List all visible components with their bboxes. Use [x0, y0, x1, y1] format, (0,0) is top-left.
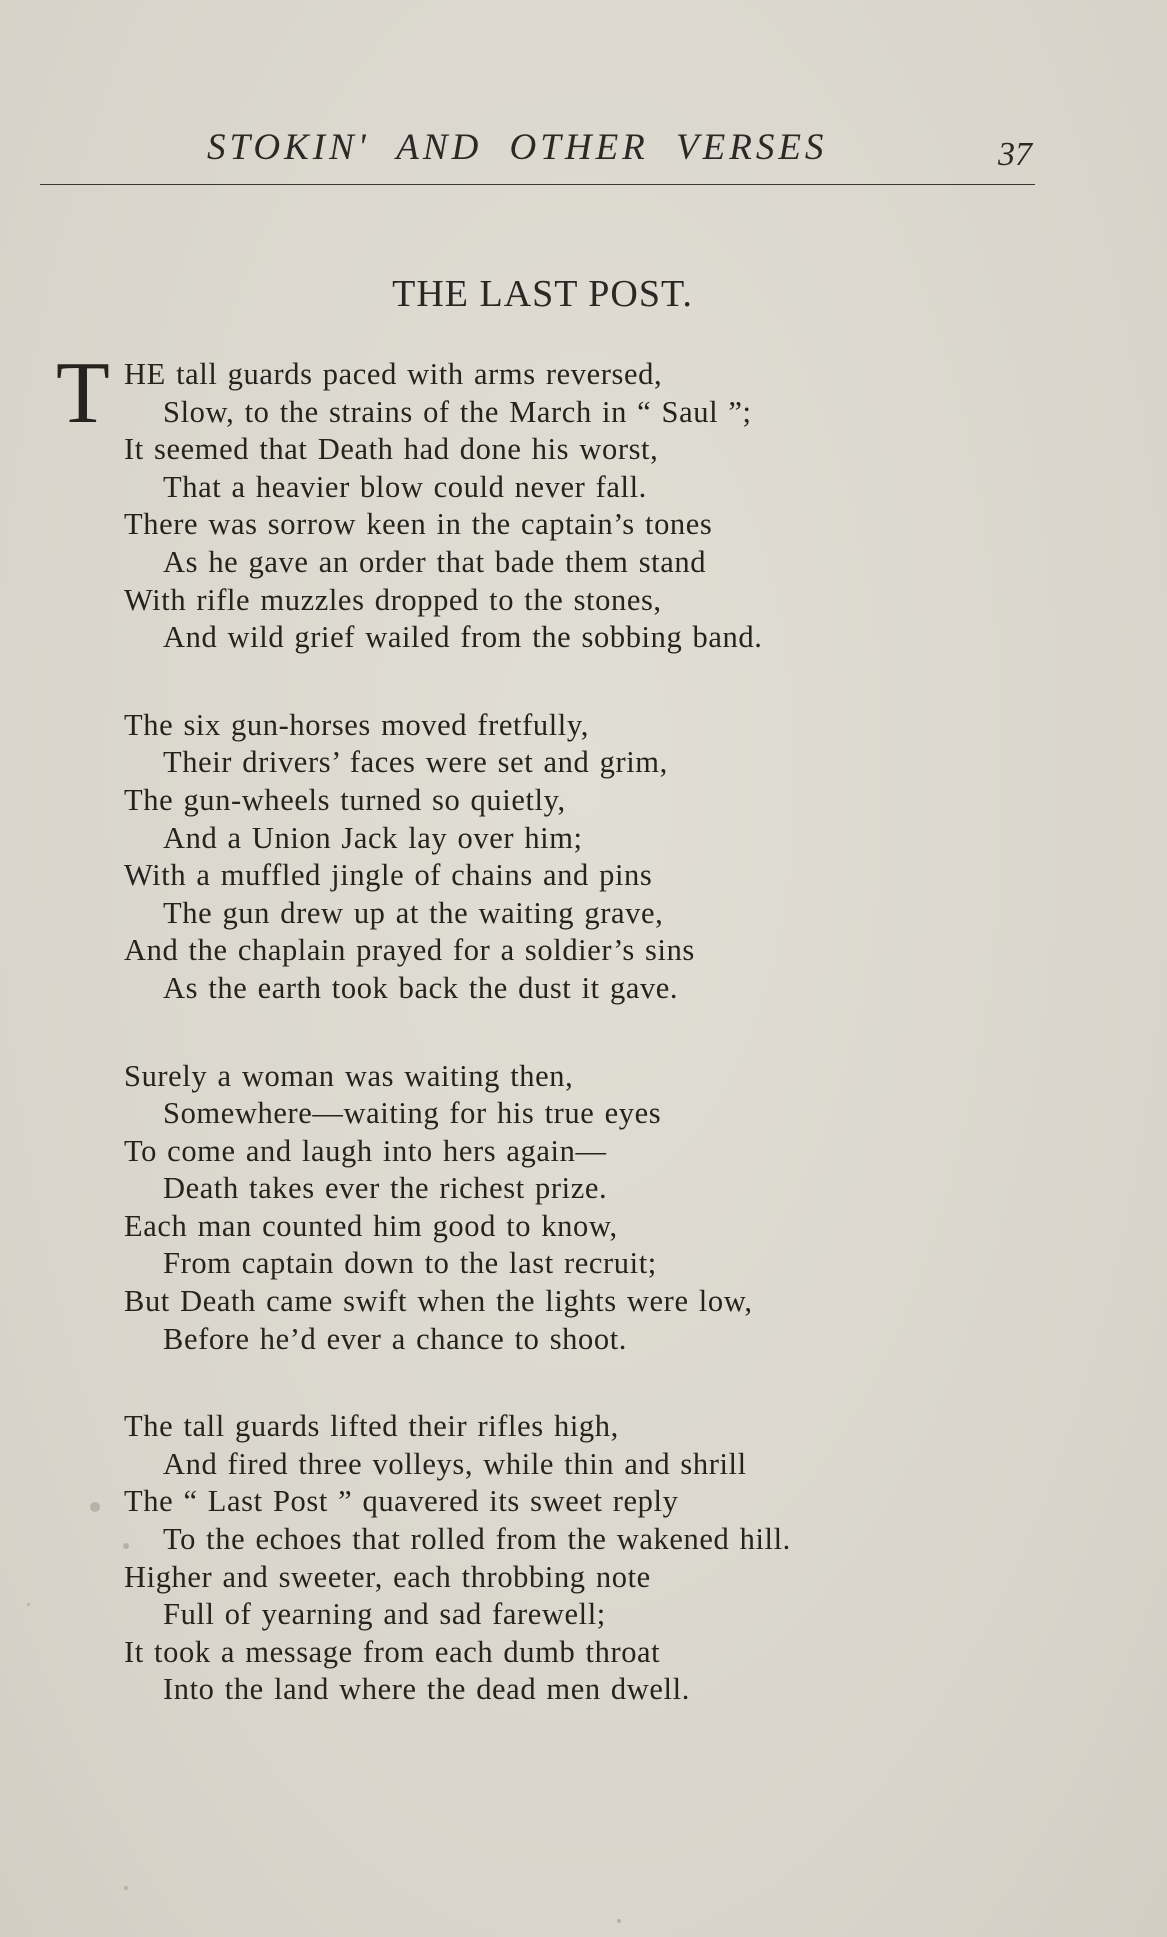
stanza-4 — [124, 1408, 1124, 1709]
poem-line: And a Union Jack lay over him; — [163, 820, 583, 855]
page-number: 37 — [998, 136, 1032, 173]
poem-line: And wild grief wailed from the sobbing band. — [163, 620, 763, 655]
paper-speck — [617, 1919, 621, 1923]
paper-speck — [90, 1502, 100, 1512]
poem-line: With rifle muzzles dropped to the stones, — [124, 582, 662, 617]
poem-line: With a muffled jingle of chains and pins — [124, 858, 653, 893]
stanza-2 — [124, 707, 1124, 1008]
header-rule — [40, 184, 1035, 185]
stanza-3 — [124, 1058, 1124, 1359]
poem-line: Their drivers’ faces were set and grim, — [163, 745, 668, 780]
paper-speck — [124, 1886, 128, 1890]
drop-cap: T — [56, 345, 111, 442]
poem-line: The six gun-horses moved fretfully, — [124, 707, 589, 742]
poem-line: As he gave an order that bade them stand — [163, 544, 707, 579]
poem-line: Before he’d ever a chance to shoot. — [163, 1321, 628, 1356]
poem-line: The “ Last Post ” quavered its sweet reply — [124, 1484, 679, 1519]
poem-line: Surely a woman was waiting then, — [124, 1058, 574, 1093]
paper-speck — [27, 1603, 30, 1606]
poem-line: But Death came swift when the lights were low, — [124, 1284, 753, 1319]
poem-line: Higher and sweeter, each throbbing note — [124, 1559, 651, 1594]
running-head — [40, 126, 1040, 186]
running-title: STOKIN' AND OTHER VERSES — [207, 127, 828, 168]
poem-line: There was sorrow keen in the captain’s tones — [124, 507, 713, 542]
poem-title: THE LAST POST. — [392, 273, 693, 315]
poem-line-text: HE tall guards paced with arms reversed, — [124, 357, 663, 391]
paper-speck — [123, 1543, 129, 1549]
poem-line: Each man counted him good to know, — [124, 1208, 618, 1243]
poem-line: The tall guards lifted their rifles high, — [124, 1409, 619, 1444]
poem-line: To the echoes that rolled from the wakened hill. — [163, 1522, 791, 1557]
poem-line: Into the land where the dead men dwell. — [163, 1672, 690, 1707]
stanza-1 — [56, 345, 1124, 657]
poem-line: It seemed that Death had done his worst, — [124, 432, 659, 467]
poem-line: And the chaplain prayed for a soldier’s sins — [124, 933, 695, 968]
poem-line: That a heavier blow could never fall. — [163, 469, 647, 504]
poem-line: To come and laugh into hers again— — [124, 1133, 607, 1168]
poem-line: The gun drew up at the waiting grave, — [163, 895, 664, 930]
poem-line: The gun-wheels turned so quietly, — [124, 782, 566, 817]
poem-line: It took a message from each dumb throat — [124, 1634, 661, 1669]
poem-body — [56, 345, 1124, 1759]
poem-line: Death takes ever the richest prize. — [163, 1171, 608, 1206]
poem-line: From captain down to the last recruit; — [163, 1246, 657, 1281]
poem-line: Full of yearning and sad farewell; — [163, 1597, 606, 1632]
poem-line: Slow, to the strains of the March in “ Saul ”; — [163, 394, 752, 429]
poem-line: As the earth took back the dust it gave. — [163, 970, 679, 1005]
poem-line: And fired three volleys, while thin and shrill — [163, 1446, 747, 1481]
poem-line: Somewhere—waiting for his true eyes — [163, 1096, 662, 1131]
